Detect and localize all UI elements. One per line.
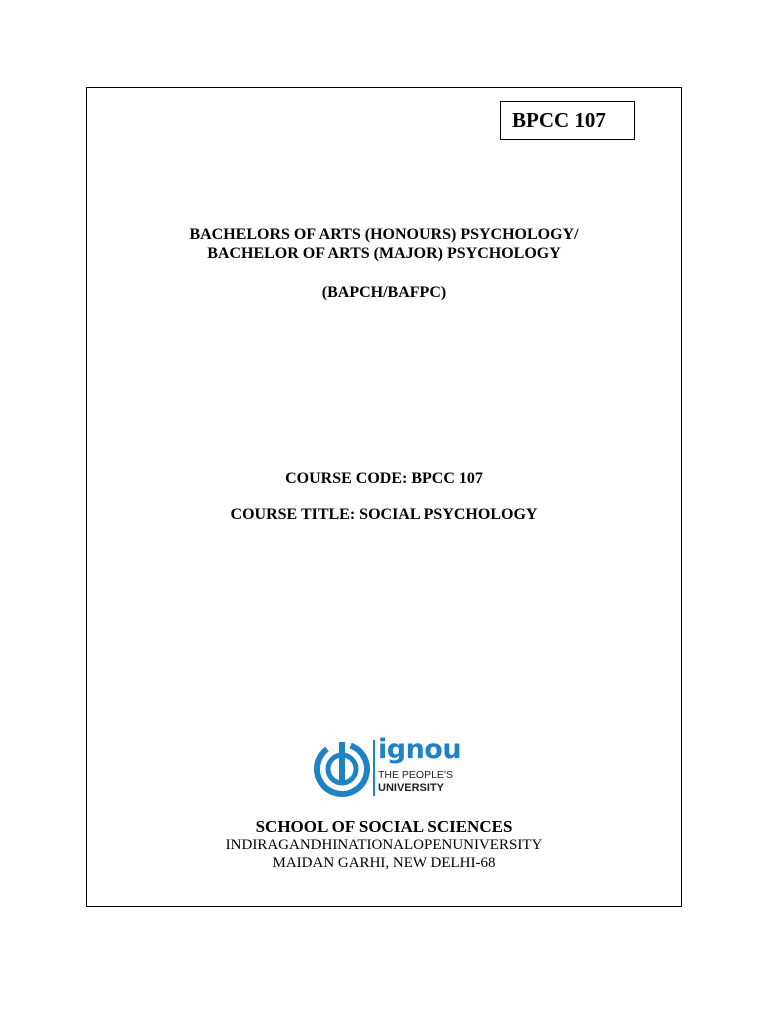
programme-abbreviation: (BAPCH/BAFPC) bbox=[321, 284, 447, 301]
logo-divider bbox=[373, 740, 375, 796]
logo-tagline-2: UNIVERSITY bbox=[378, 782, 445, 794]
course-title: COURSE TITLE: SOCIAL PSYCHOLOGY bbox=[230, 506, 538, 523]
ignou-emblem-icon bbox=[312, 738, 372, 798]
logo-wordmark: ignou bbox=[378, 734, 462, 765]
programme-line-2: BACHELOR OF ARTS (MAJOR) PSYCHOLOGY bbox=[207, 245, 561, 262]
university-name: INDIRAGANDHINATIONALOPENUNIVERSITY bbox=[225, 837, 543, 853]
course-code: COURSE CODE: BPCC 107 bbox=[285, 470, 483, 487]
course-code-box: BPCC 107 bbox=[500, 101, 635, 140]
logo-tagline-1: THE PEOPLE'S bbox=[378, 769, 453, 781]
ignou-logo bbox=[312, 734, 462, 800]
programme-line-1: BACHELORS OF ARTS (HONOURS) PSYCHOLOGY/ bbox=[189, 226, 579, 243]
school-name: SCHOOL OF SOCIAL SCIENCES bbox=[255, 817, 513, 836]
university-address: MAIDAN GARHI, NEW DELHI-68 bbox=[272, 855, 496, 871]
